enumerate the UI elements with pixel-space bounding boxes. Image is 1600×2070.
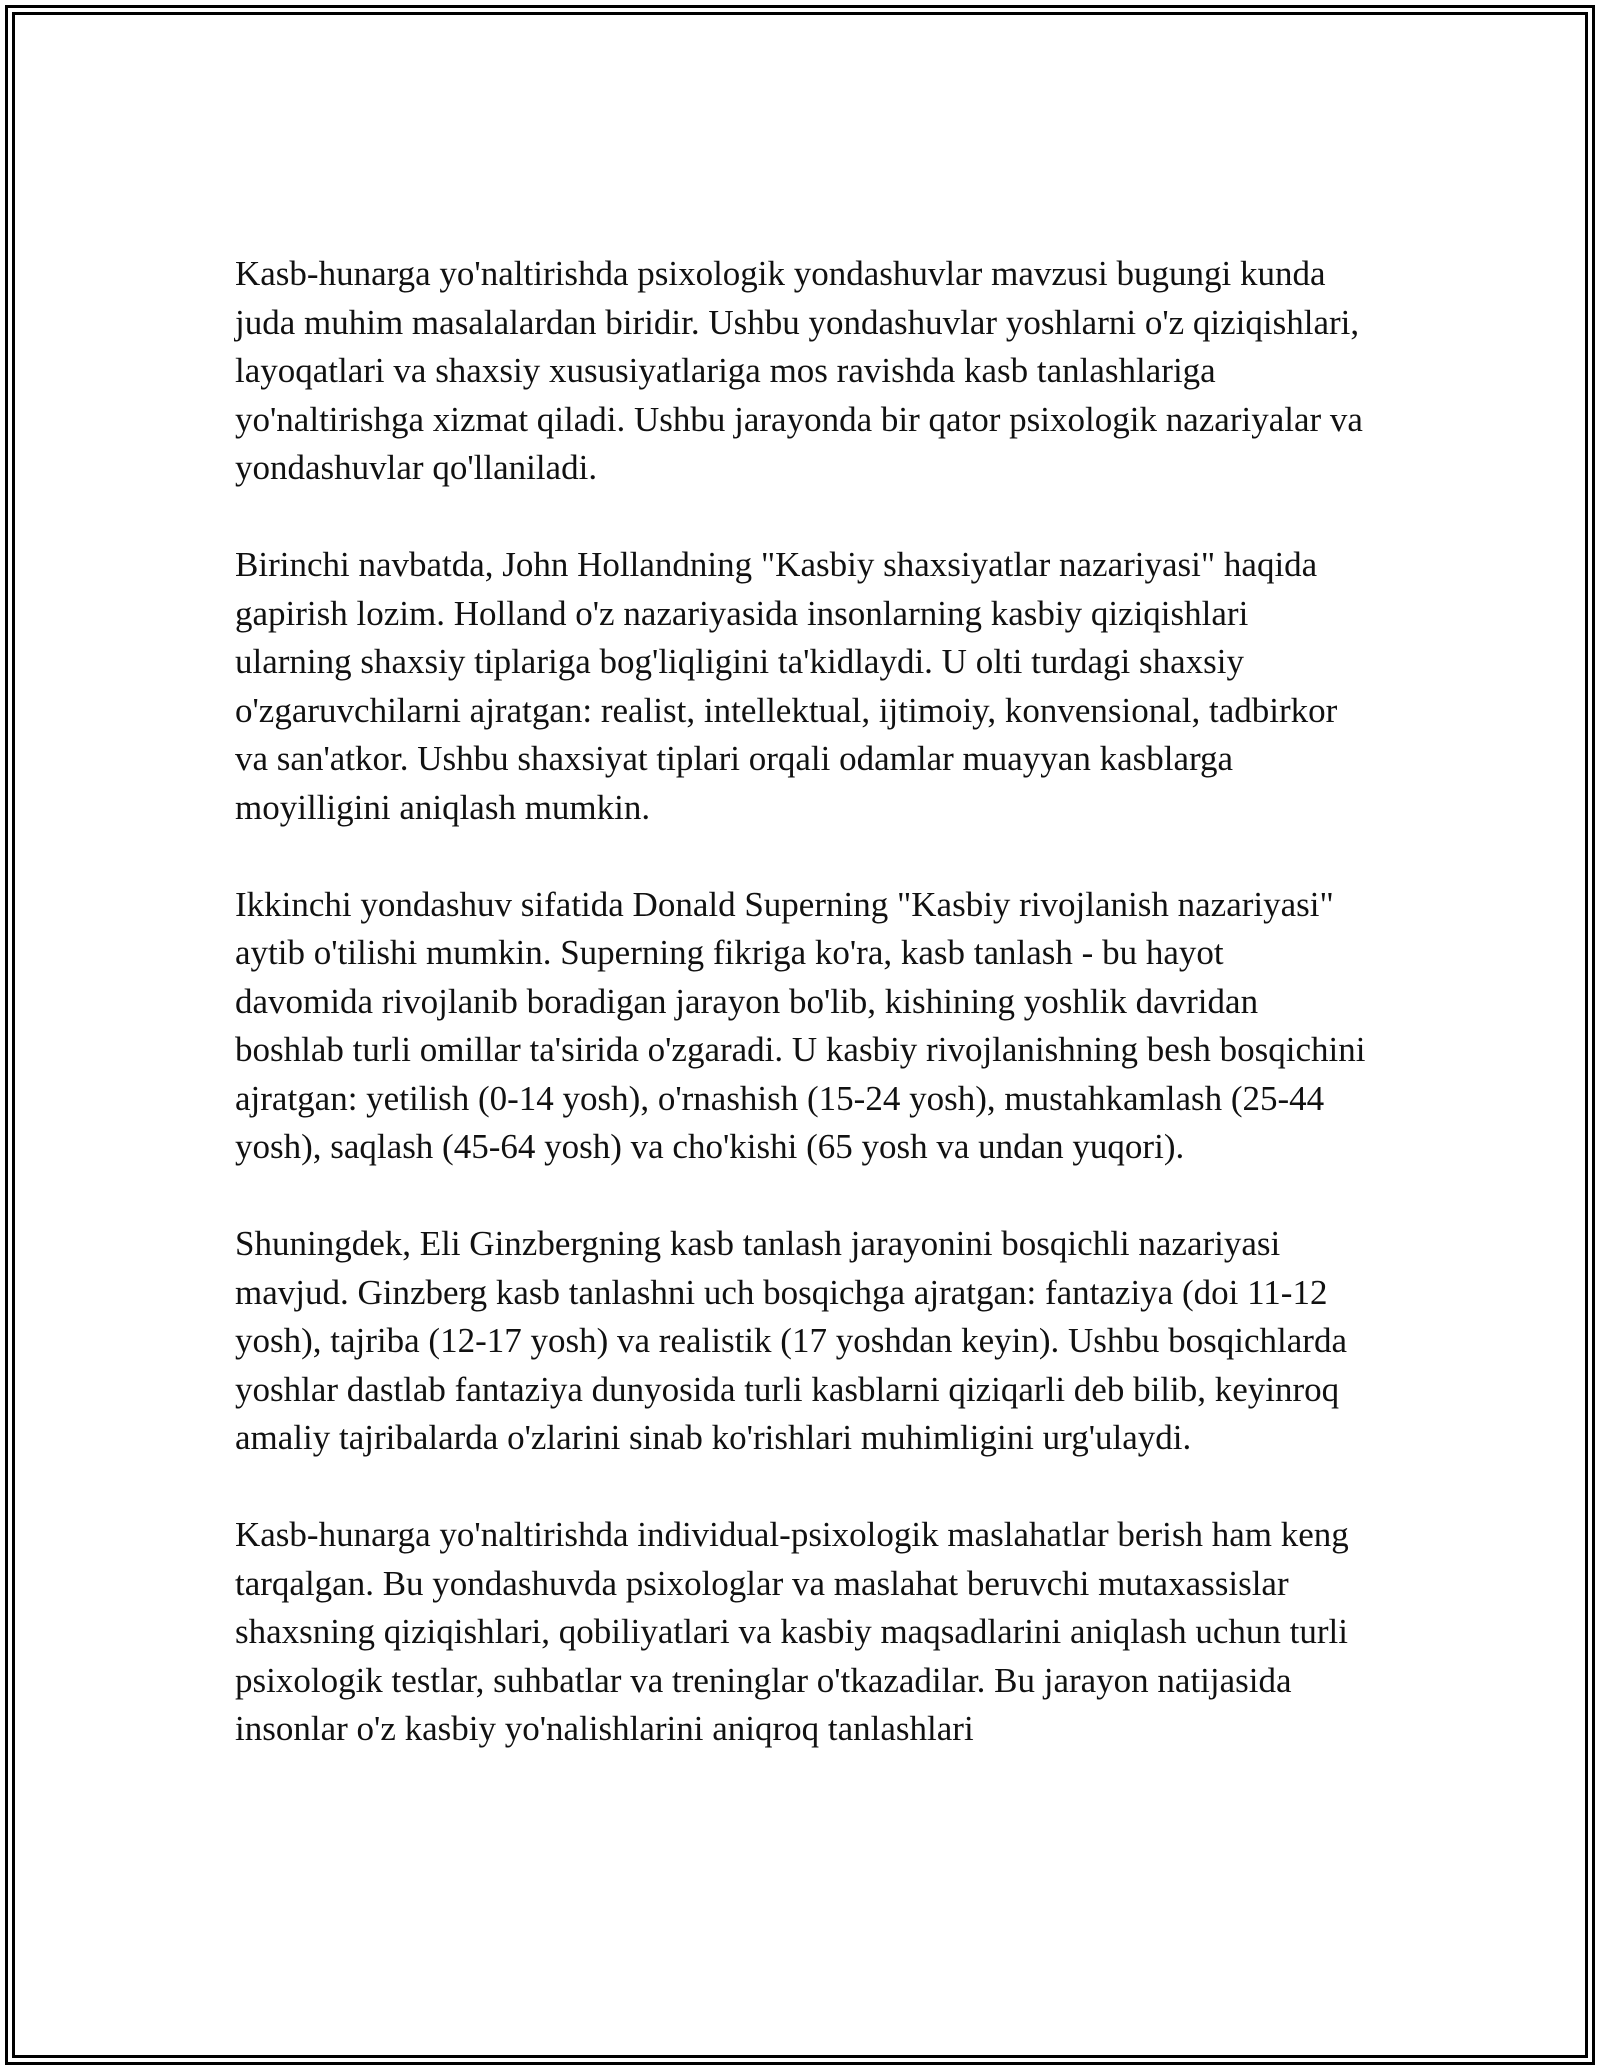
document-body	[235, 250, 1370, 1754]
paragraph-holland: Birinchi navbatda, John Hollandning "Kasbiy shaxsiyatlar nazariyasi" haqida gapirish lozim. Holland o'z nazariyasida insonlarning kasbiy qiziqishlari ularning shaxsiy tiplariga bog'liqligini ta'kidlaydi. U olti turdagi shaxsiy o'zgaruvchilarni ajratgan: realist, intellektual, ijtimoiy, konvensional, tadbirkor va san'atkor. Ushbu shaxsiyat tiplari orqali odamlar muayyan kasblarga moyilligini aniqlash mumkin.	[235, 545, 1338, 827]
paragraph-super: Ikkinchi yondashuv sifatida Donald Superning "Kasbiy rivojlanish nazariyasi" aytib o'tilishi mumkin. Superning fikriga ko'ra, kasb tanlash - bu hayot davomida rivojlanib boradigan jarayon bo'lib, kishining yoshlik davridan boshlab turli omillar ta'sirida o'zgaradi. U kasbiy rivojlanishning besh bosqichini ajratgan: yetilish (0-14 yosh), o'rnashish (15-24 yosh), mustahkamlash (25-44 yosh), saqlash (45-64 yosh) va cho'kishi (65 yosh va undan yuqori).	[235, 884, 1366, 1166]
paragraph-intro: Kasb-hunarga yo'naltirishda psixologik yondashuvlar mavzusi bugungi kunda juda muhim masalalardan biridir. Ushbu yondashuvlar yoshlarni o'z qiziqishlari, layoqatlari va shaxsiy xususiyatlariga mos ravishda kasb tanlashlariga yo'naltirishga xizmat qiladi. Ushbu jarayonda bir qator psixologik nazariyalar va yondashuvlar qo'llaniladi.	[235, 254, 1363, 487]
paragraph-individual-counseling: Kasb-hunarga yo'naltirishda individual-psixologik maslahatlar berish ham keng tarqalgan. Bu yondashuvda psixologlar va maslahat beruvchi mutaxassislar shaxsning qiziqishlari, qobiliyatlari va kasbiy maqsadlarini aniqlash uchun turli psixologik testlar, suhbatlar va treninglar o'tkazadilar. Bu jarayon natijasida insonlar o'z kasbiy yo'nalishlarini aniqroq tanlashlari	[235, 1515, 1349, 1748]
paragraph-ginzberg: Shuningdek, Eli Ginzbergning kasb tanlash jarayonini bosqichli nazariyasi mavjud. Ginzberg kasb tanlashni uch bosqichga ajratgan: fantaziya (doi 11-12 yosh), tajriba (12-17 yosh) va realistik (17 yoshdan keyin). Ushbu bosqichlarda yoshlar dastlab fantaziya dunyosida turli kasblarni qiziqarli deb bilib, keyinroq amaliy tajribalarda o'zlarini sinab ko'rishlari muhimligini urg'ulaydi.	[235, 1224, 1347, 1457]
